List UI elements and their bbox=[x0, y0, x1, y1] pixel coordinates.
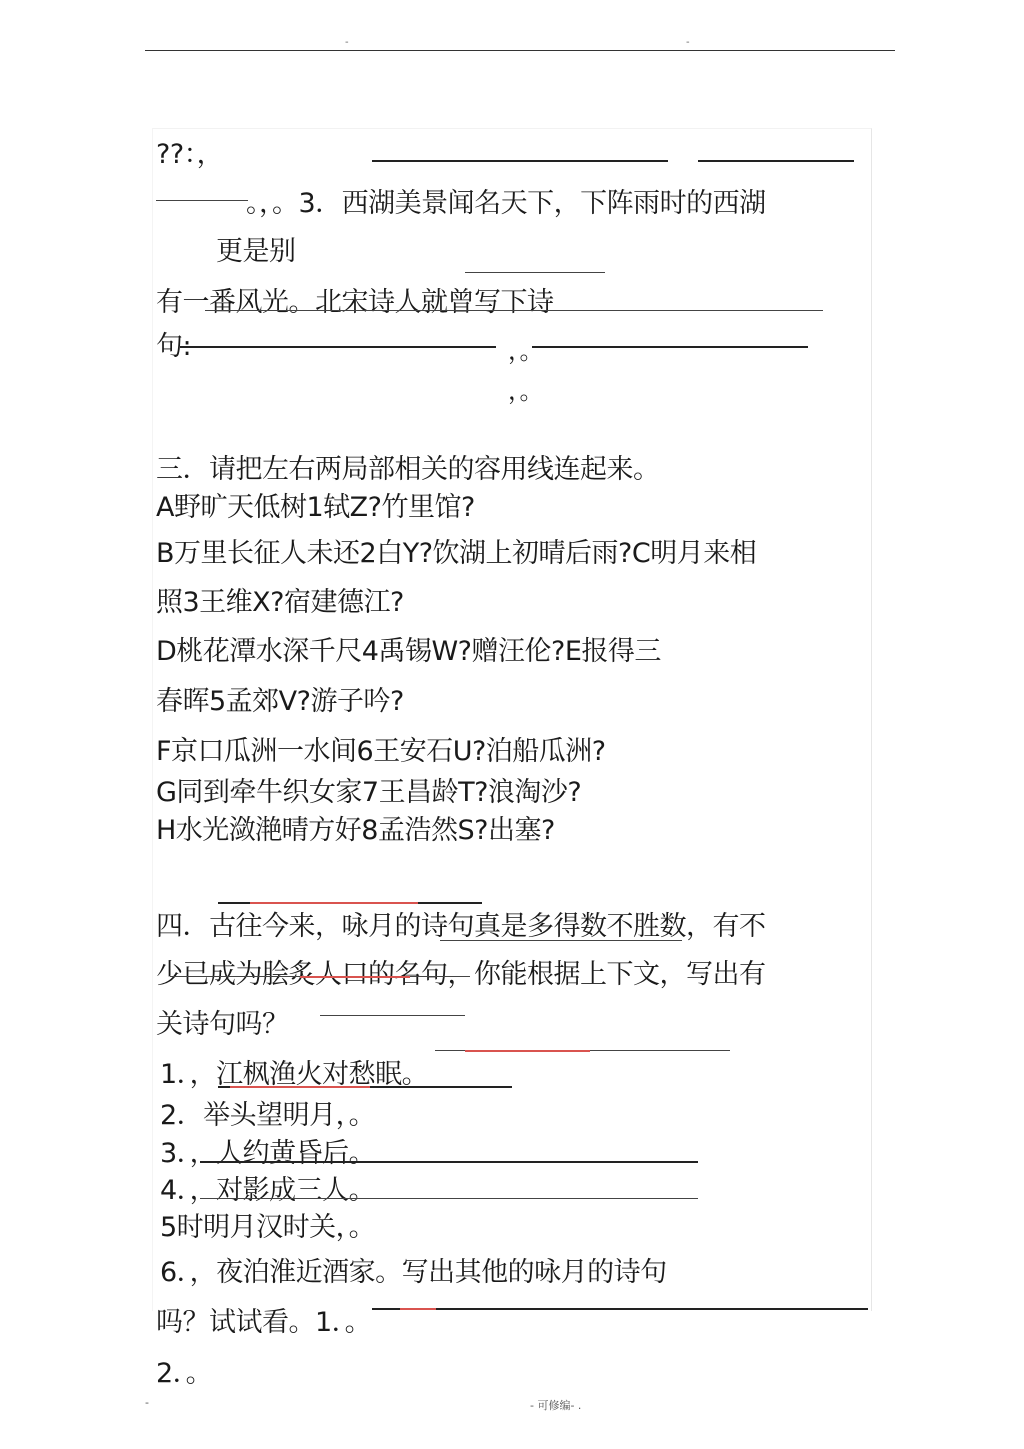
blank-line-5-label: 句: bbox=[156, 331, 192, 362]
section3-line: D桃花潭水深千尺4禹锡W?赠汪伦?E报得三 bbox=[156, 636, 661, 667]
section4-item: 6．，夜泊淮近酒家。写出其他的咏月的诗句 bbox=[160, 1257, 667, 1288]
section3-title: 三．请把左右两局部相关的容用线连起来。 bbox=[156, 454, 660, 485]
section4-item: 3．，人约黄昏后。 bbox=[160, 1138, 376, 1169]
section4-title-line-3: 关诗句吗？ bbox=[156, 1009, 289, 1040]
answer-blank bbox=[205, 310, 823, 311]
section4-item: 2．。 bbox=[156, 1358, 213, 1389]
answer-blank bbox=[465, 272, 605, 273]
section4-item: 吗？试试看。1．。 bbox=[156, 1307, 372, 1338]
answer-blank-red bbox=[230, 1086, 370, 1088]
section3-line: 春晖5孟郊V?游子吟? bbox=[156, 686, 404, 717]
header-tick-left: - bbox=[345, 37, 349, 48]
blank-line-1: ??：， bbox=[156, 139, 224, 170]
blank-line-3: 更是别 bbox=[216, 236, 296, 267]
answer-blank bbox=[440, 940, 682, 941]
section3-line: B万里长征人未还2白Y?饮湖上初晴后雨?C明月来相 bbox=[156, 538, 757, 569]
answer-blank bbox=[156, 200, 248, 201]
footer-text: - 可修编- . bbox=[530, 1399, 582, 1412]
section4-item: 1．，江枫渔火对愁眠。 bbox=[160, 1059, 429, 1090]
section3-line: F京口瓜洲一水间6王安石U?泊船瓜洲? bbox=[156, 736, 606, 767]
answer-blank bbox=[532, 346, 808, 348]
footer-tick: - bbox=[145, 1396, 149, 1409]
answer-blank bbox=[200, 1198, 698, 1199]
section4-item: 2．举头望明月，。 bbox=[160, 1100, 376, 1131]
answer-blank bbox=[698, 160, 854, 162]
answer-blank-red bbox=[250, 902, 418, 904]
header-tick-right: - bbox=[686, 37, 690, 48]
answer-blank-red bbox=[465, 1050, 590, 1052]
section3-line: A野旷天低树1轼Z?竹里馆? bbox=[156, 492, 475, 523]
blank-line-4: 有一番风光。北宋诗人就曾写下诗 bbox=[156, 287, 554, 318]
blank-line-2: 。，。3．西湖美景闻名天下，下阵雨时的西湖 bbox=[246, 188, 766, 219]
section4-item: 5时明月汉时关，。 bbox=[160, 1212, 376, 1243]
section4-title-line-1: 四．古往今来，咏月的诗句真是多得数不胜数，有不 bbox=[156, 911, 766, 942]
section3-line: H水光潋滟晴方好8孟浩然S?出塞? bbox=[156, 815, 555, 846]
answer-blank bbox=[372, 160, 668, 162]
blank-line-6-mark: ，。 bbox=[508, 377, 543, 405]
section4-item: 4．，对影成三人。 bbox=[160, 1175, 376, 1206]
answer-blank-red bbox=[300, 976, 410, 978]
section4-title-line-2: 少已成为脍炙人口的名句，你能根据上下文，写出有 bbox=[156, 959, 766, 990]
section3-line: 照3王维X?宿建德江? bbox=[156, 587, 404, 618]
answer-blank bbox=[372, 1308, 868, 1310]
header-rule bbox=[145, 50, 895, 51]
answer-blank bbox=[180, 346, 496, 348]
section3-line: G同到牵牛织女家7王昌龄T?浪淘沙? bbox=[156, 777, 582, 808]
blank-line-5-mark: ，。 bbox=[508, 337, 543, 365]
answer-blank-red bbox=[400, 1308, 436, 1310]
answer-blank bbox=[320, 1015, 465, 1016]
answer-blank bbox=[200, 1161, 698, 1163]
